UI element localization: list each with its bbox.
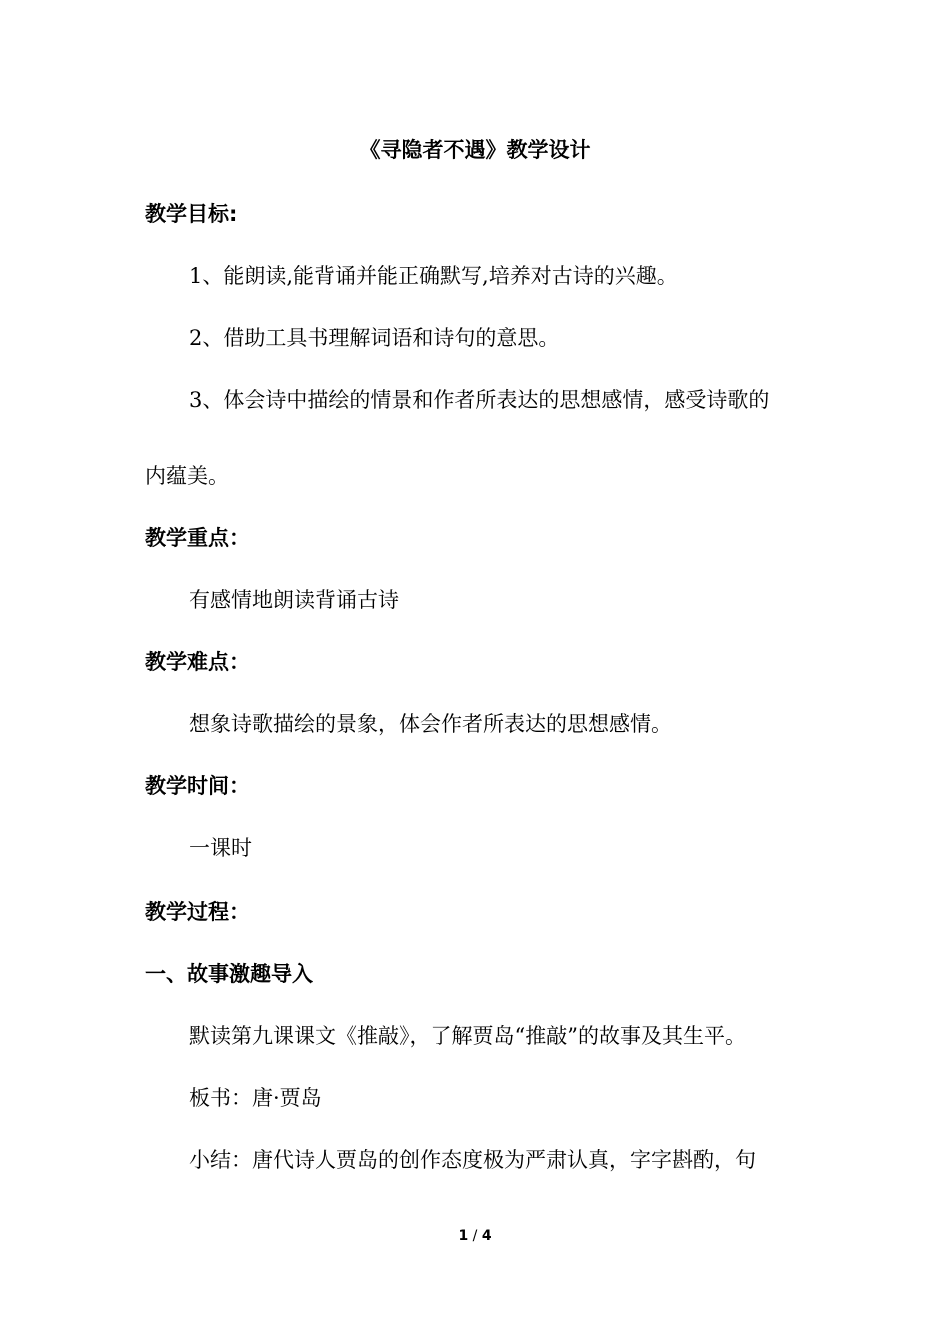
step1-heading: 一、故事激趣导入 <box>145 962 313 986</box>
total-pages-number: 4 <box>481 1228 492 1244</box>
key-points-heading: 教学重点： <box>145 526 250 550</box>
objective-item: 1、能朗读,能背诵并能正确默写,培养对古诗的兴趣。 <box>189 264 678 288</box>
step1-line: 板书：唐·贾岛 <box>189 1086 322 1110</box>
process-heading: 教学过程： <box>145 900 250 924</box>
step1-line: 小结：唐代诗人贾岛的创作态度极为严肃认真，字字斟酌，句 <box>189 1148 756 1172</box>
key-points-text: 有感情地朗读背诵古诗 <box>189 588 399 612</box>
time-text: 一课时 <box>189 836 252 860</box>
page-separator: / <box>472 1228 478 1244</box>
current-page-number: 1 <box>458 1228 469 1244</box>
objective-item: 2、借助工具书理解词语和诗句的意思。 <box>189 326 560 350</box>
objective-item: 3、体会诗中描绘的情景和作者所表达的思想感情，感受诗歌的 <box>189 388 770 412</box>
time-heading: 教学时间： <box>145 774 250 798</box>
difficulties-text: 想象诗歌描绘的景象，体会作者所表达的思想感情。 <box>189 712 672 736</box>
objectives-heading: 教学目标: <box>145 202 238 226</box>
document-title: 《寻隐者不遇》教学设计 <box>359 138 591 162</box>
difficulties-heading: 教学难点： <box>145 650 250 674</box>
objective-item-continuation: 内蕴美。 <box>145 464 229 488</box>
page-footer <box>0 1226 950 1246</box>
step1-line: 默读第九课课文《推敲》，了解贾岛“推敲”的故事及其生平。 <box>189 1024 746 1048</box>
